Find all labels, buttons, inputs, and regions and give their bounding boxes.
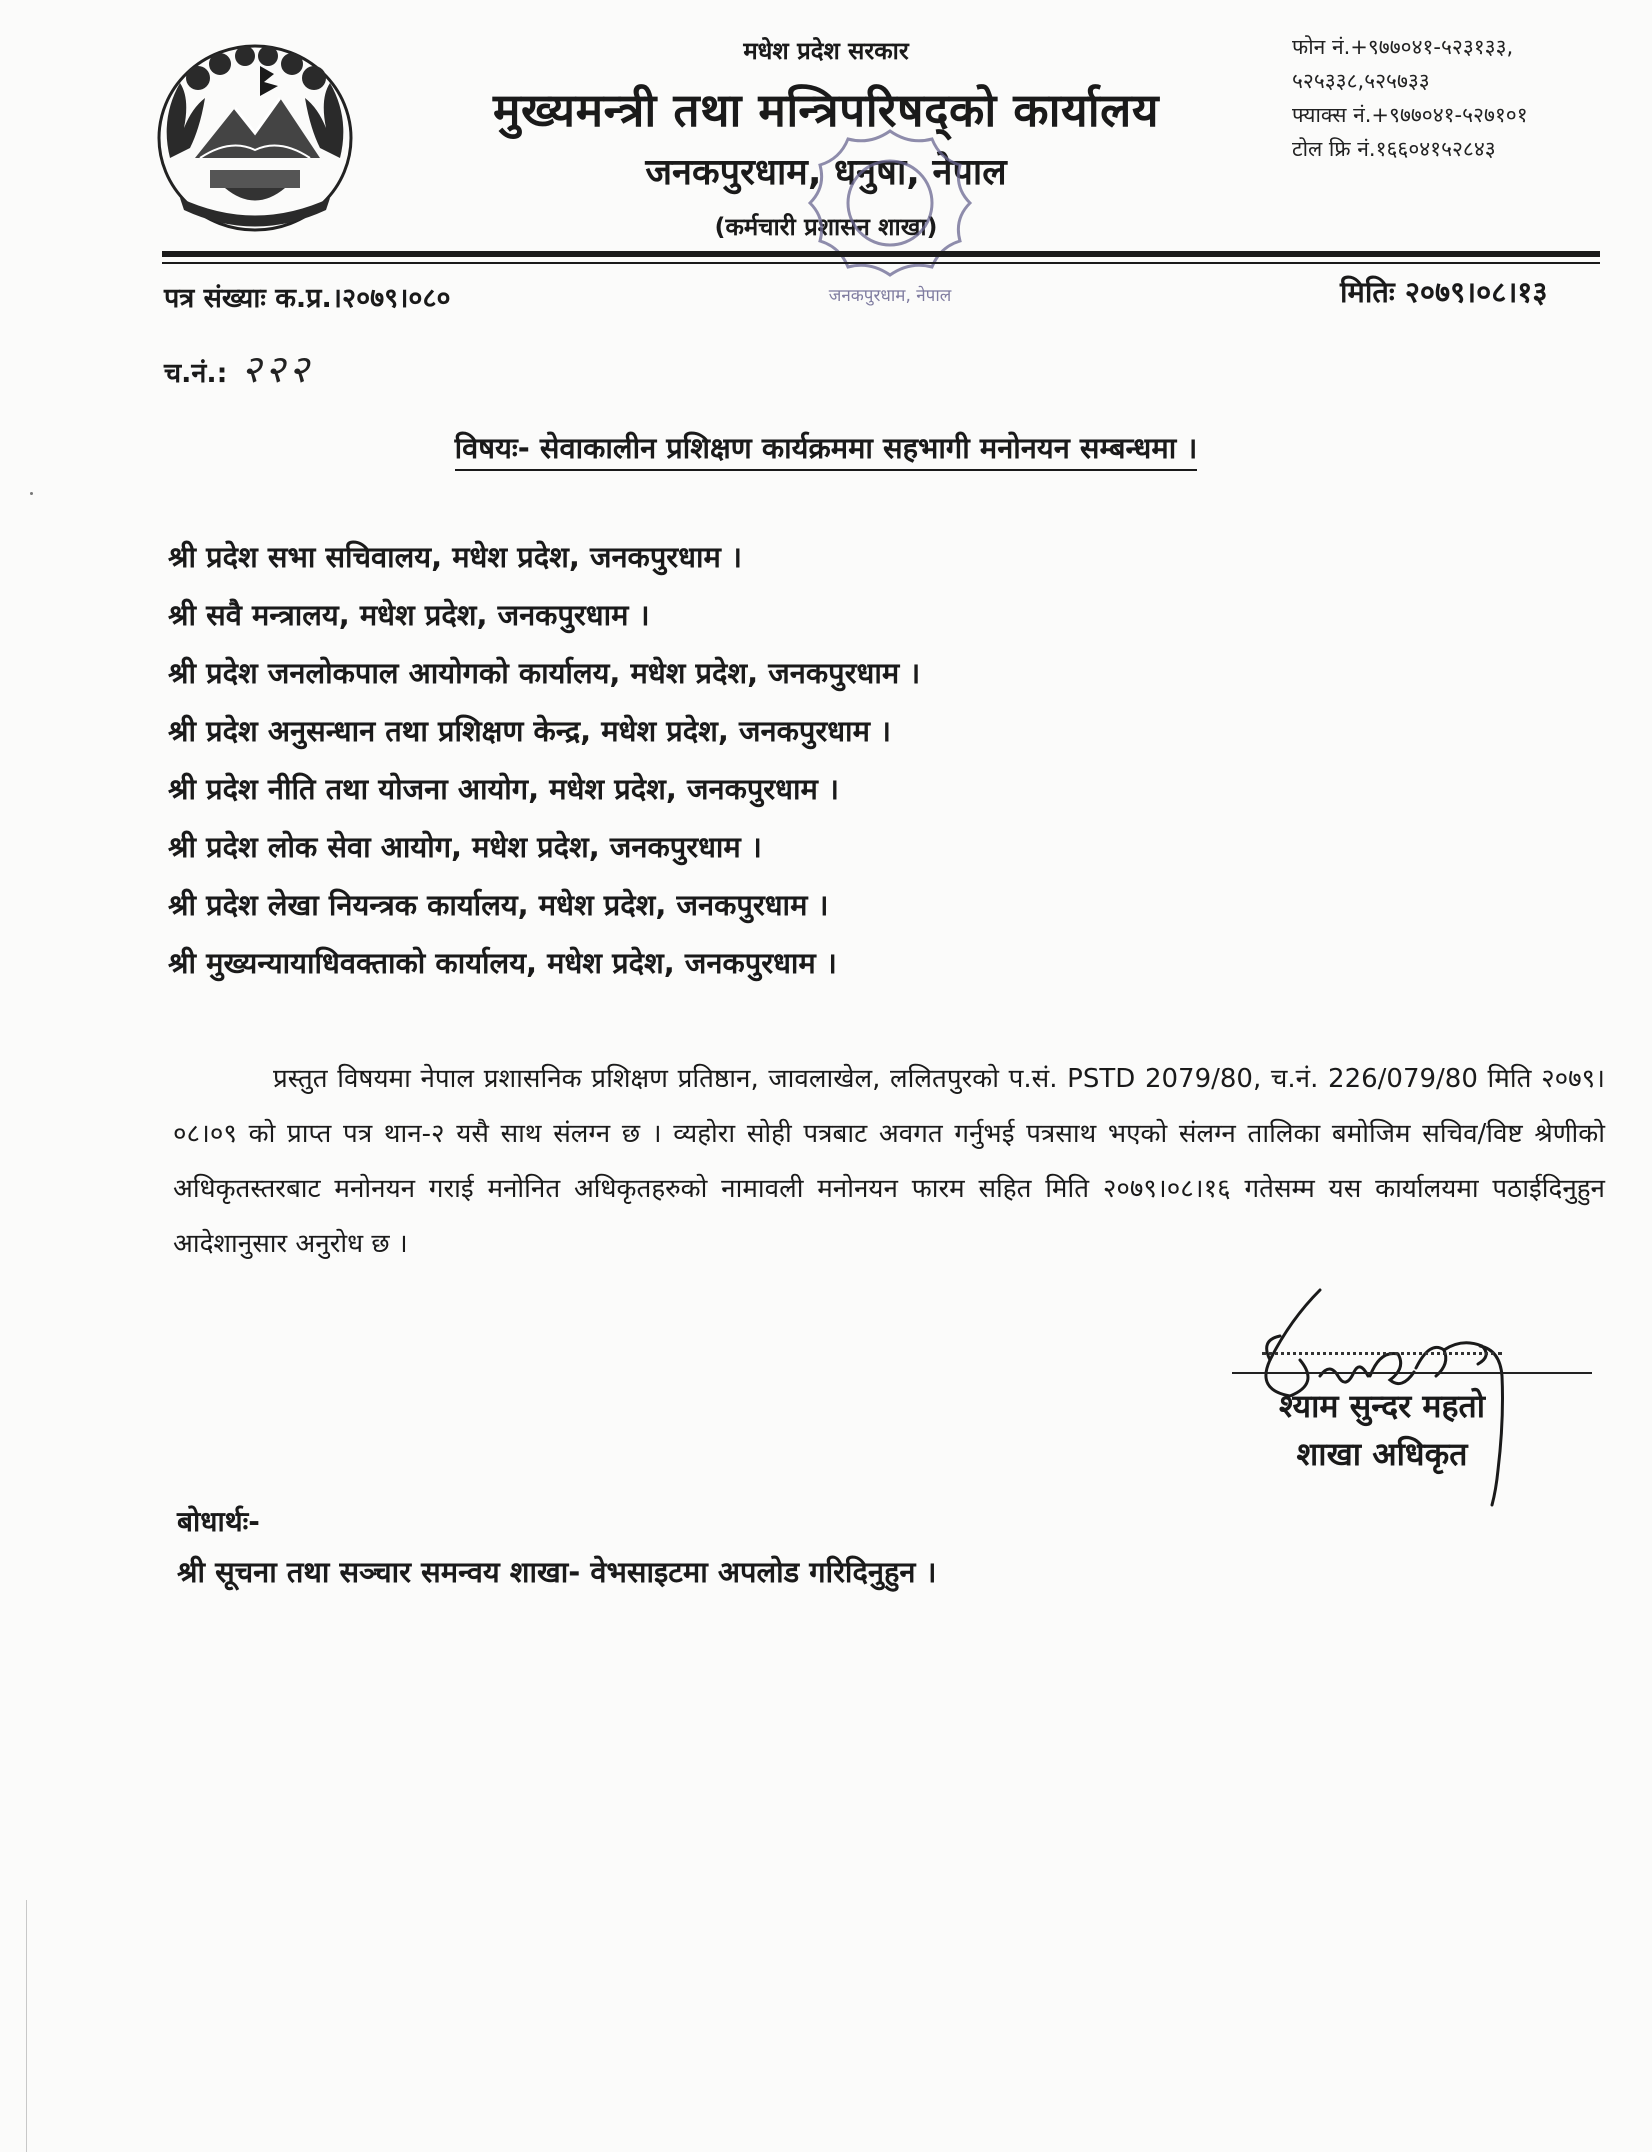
letter-body: प्रस्तुत विषयमा नेपाल प्रशासनिक प्रशिक्षण प्रतिष्ठान, जावलाखेल, ललितपुरको प.सं. PSTD 2079/80, च.नं. 226/079/80 मिति २०७९।०८।०९ को प्राप्त पत्र थान-२ यसै साथ संलग्न छ । व्यहोरा सोही पत्रबाट अवगत गर्नुभई पत्रसाथ भएको संलग्न तालिका बमोजिम सचिव/विष्ट श्रेणीको अधिकृतस्तरबाट मनोनयन गराई मनोनित अधिकृतहरुको नामावली मनोनयन फारम सहित मिति २०७९।०८।१६ गतेसम्म यस कार्यालयमा पठाईदिनुहुन आदेशानुसार अनुरोध छ । xyxy=(173,1064,1605,1259)
dispatch-number xyxy=(164,342,313,394)
recipient-item: श्री प्रदेश सभा सचिवालय, मधेश प्रदेश, जनकपुरधाम । xyxy=(168,540,742,574)
header-rule-thin xyxy=(162,262,1600,264)
phone-line: फोन नं.+९७७०४१-५२३१३३, xyxy=(1292,35,1514,59)
dispatch-label: च.नं.: xyxy=(164,358,228,389)
scan-edge xyxy=(26,1900,27,2152)
office-seal-icon xyxy=(800,125,980,310)
contact-block xyxy=(1292,30,1622,166)
seal-text: जनकपुरधाम, नेपाल xyxy=(828,286,952,306)
tollfree-line: टोल फ्रि नं.१६६०४१५२८४३ xyxy=(1292,137,1496,161)
phone-line-2: ५२५३३८,५२५७३३ xyxy=(1292,69,1430,93)
dispatch-handwritten-number: २२२ xyxy=(241,347,313,391)
signatory-title: शाखा अधिकृत xyxy=(1296,1435,1468,1473)
cc-label: बोधार्थः- xyxy=(177,1505,260,1538)
recipient-item: श्री मुख्यन्यायाधिवक्ताको कार्यालय, मधेश प्रदेश, जनकपुरधाम । xyxy=(168,946,837,980)
branch-name: (कर्मचारी प्रशासन शाखा) xyxy=(714,213,938,241)
reference-number: पत्र संख्याः क.प्र.।२०७९।०८० xyxy=(164,283,451,314)
recipient-item: श्री प्रदेश अनुसन्धान तथा प्रशिक्षण केन्द्र, मधेश प्रदेश, जनकपुरधाम । xyxy=(168,714,892,748)
signature-rule xyxy=(1232,1372,1592,1374)
office-name: मुख्यमन्त्री तथा मन्त्रिपरिषद्को कार्यालय xyxy=(492,83,1159,137)
recipient-item: श्री प्रदेश लेखा नियन्त्रक कार्यालय, मधेश प्रदेश, जनकपुरधाम । xyxy=(168,888,829,922)
office-address: जनकपुरधाम, धनुषा, नेपाल xyxy=(645,152,1007,193)
recipient-item: श्री प्रदेश लोक सेवा आयोग, मधेश प्रदेश, जनकपुरधाम । xyxy=(168,830,762,864)
recipient-item: श्री प्रदेश नीति तथा योजना आयोग, मधेश प्रदेश, जनकपुरधाम । xyxy=(168,772,839,806)
signatory-block xyxy=(1252,1382,1512,1478)
recipient-item: श्री सवै मन्त्रालय, मधेश प्रदेश, जनकपुरधाम । xyxy=(168,598,650,632)
government-name: मधेश प्रदेश सरकार xyxy=(743,37,909,65)
cc-item: श्री सूचना तथा सञ्चार समन्वय शाखा- वेभसाइटमा अपलोड गरिदिनुहुन । xyxy=(177,1555,937,1589)
fax-line: फ्याक्स नं.+९७७०४१-५२७१०१ xyxy=(1292,103,1528,127)
subject-text: विषयः- सेवाकालीन प्रशिक्षण कार्यक्रममा सहभागी मनोनयन सम्बन्धमा । xyxy=(455,431,1198,471)
signatory-name: श्याम सुन्दर महतो xyxy=(1278,1387,1486,1425)
recipient-item: श्री प्रदेश जनलोकपाल आयोगको कार्यालय, मधेश प्रदेश, जनकपुरधाम । xyxy=(168,656,921,690)
scan-speck xyxy=(30,492,33,495)
letter-date: मितिः २०७९।०८।१३ xyxy=(1340,275,1548,309)
letter-subject xyxy=(0,428,1652,467)
header-rule xyxy=(162,251,1600,257)
recipient-list xyxy=(168,535,920,999)
signature-dotted-line xyxy=(1262,1352,1502,1355)
